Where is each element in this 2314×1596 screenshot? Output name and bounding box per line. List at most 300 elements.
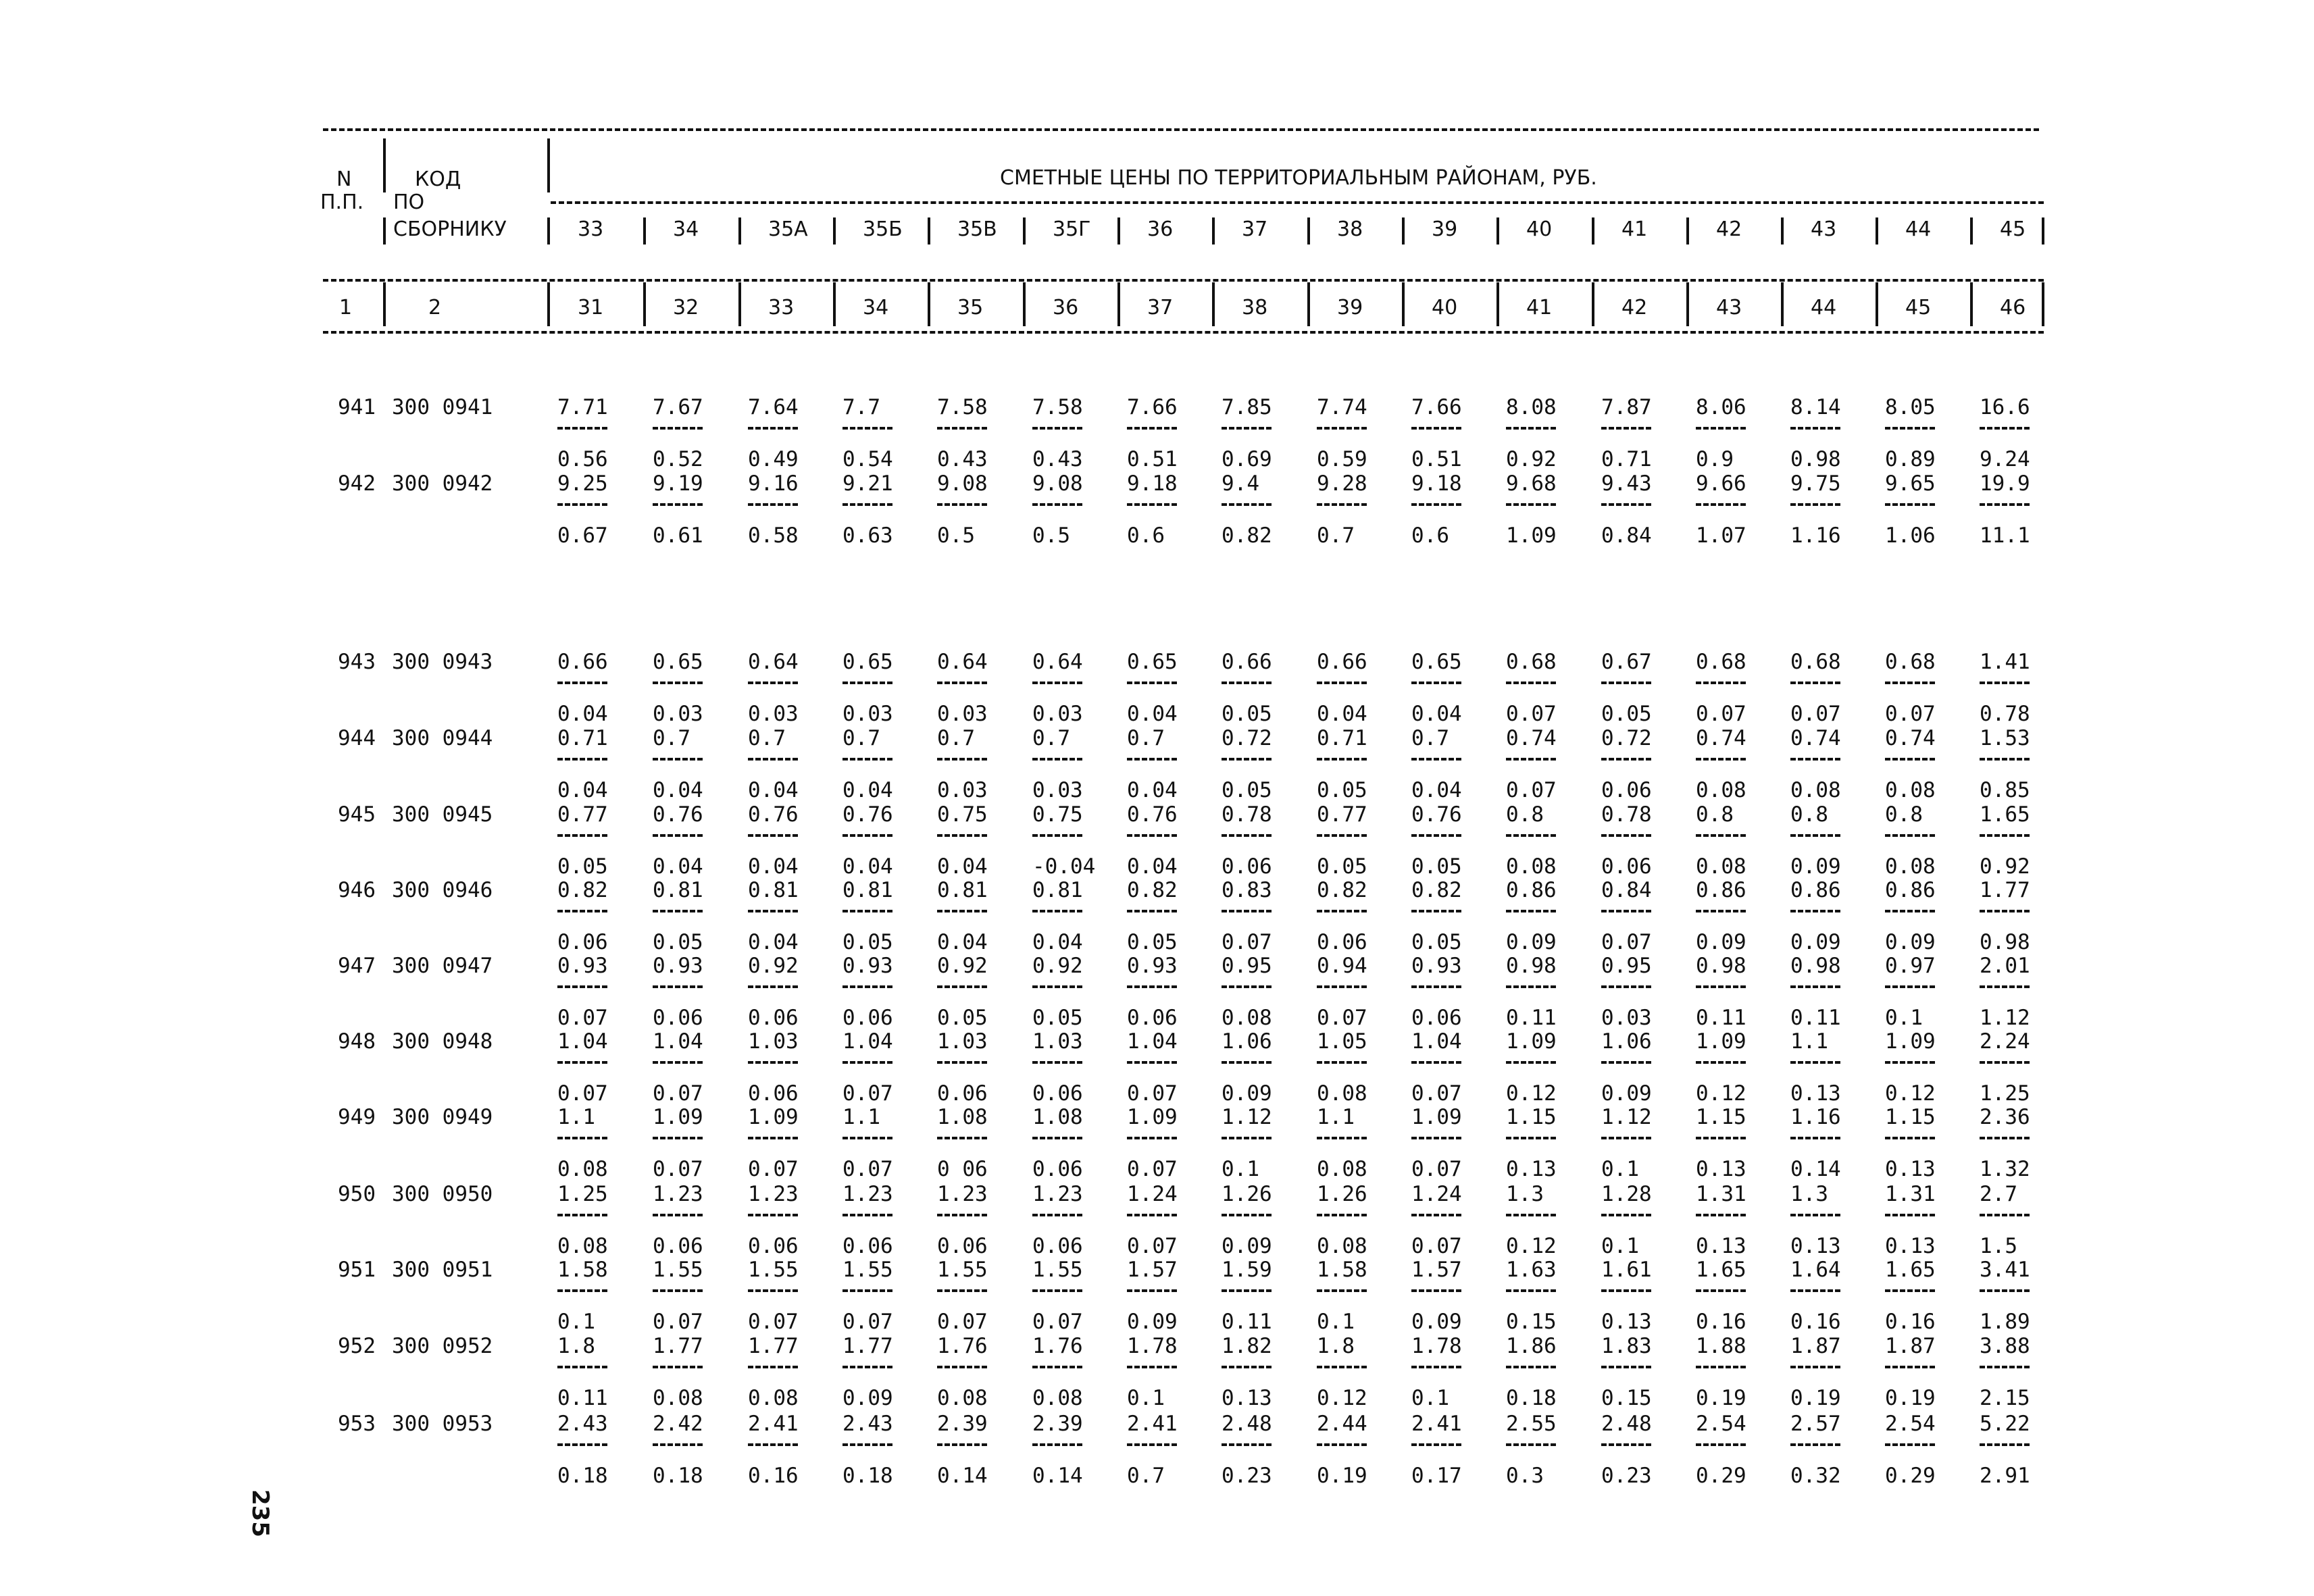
fraction-bar <box>653 1443 703 1446</box>
price-value: 0.65 <box>653 650 703 674</box>
fraction-bar <box>937 1289 987 1292</box>
price-value: 1.41 <box>1980 650 2030 674</box>
price-value: 0.93 <box>1127 954 1178 978</box>
price-value: 1.31 <box>1696 1182 1746 1206</box>
header-divider <box>1686 282 1689 326</box>
header-divider <box>738 217 741 244</box>
price-value: 2.43 <box>842 1412 893 1436</box>
fraction-bar <box>1032 1137 1082 1139</box>
price-value: 9.19 <box>653 471 703 496</box>
fraction-bar <box>1032 834 1082 837</box>
fraction-bar <box>1127 1443 1177 1446</box>
fraction-bar <box>1601 1214 1651 1216</box>
price-value: 0.75 <box>1032 802 1083 827</box>
fraction-bar <box>1885 758 1935 761</box>
fraction-bar <box>1127 910 1177 912</box>
header-divider <box>1496 217 1499 244</box>
fraction-bar <box>1411 834 1461 837</box>
fraction-bar <box>557 910 607 912</box>
row-number: 945 <box>338 802 376 827</box>
price-value: 0.86 <box>1506 878 1557 902</box>
wage-value: 0.11 <box>1790 1006 1841 1030</box>
wage-value: 0.19 <box>1696 1386 1746 1410</box>
wage-value: 0.03 <box>1032 702 1083 726</box>
fraction-bar <box>937 503 987 506</box>
price-value: 1.09 <box>1127 1105 1178 1129</box>
price-value: 1.53 <box>1980 726 2030 750</box>
wage-value: 0.13 <box>1222 1386 1272 1410</box>
price-value: 1.06 <box>1601 1029 1652 1054</box>
wage-value: 0.08 <box>1885 778 1936 802</box>
wage-value: 0.06 <box>1032 1157 1083 1181</box>
fraction-bar <box>1601 1443 1651 1446</box>
price-value: 0.75 <box>937 802 988 827</box>
row-code: 300 0948 <box>392 1029 493 1054</box>
row-code: 300 0952 <box>392 1334 493 1358</box>
price-value: 1.16 <box>1790 1105 1841 1129</box>
district-header: 35Б <box>863 217 903 241</box>
fraction-bar <box>842 1137 892 1139</box>
wage-value: 0.59 <box>1317 447 1367 471</box>
row-code: 300 0951 <box>392 1258 493 1282</box>
wage-value: 0.04 <box>557 702 608 726</box>
fraction-bar <box>1885 427 1935 430</box>
price-value: 2.57 <box>1790 1412 1841 1436</box>
wage-value: 0.92 <box>1980 854 2030 879</box>
wage-value: 0.08 <box>1032 1386 1083 1410</box>
fraction-bar <box>748 1214 798 1216</box>
price-value: 1.8 <box>1317 1334 1355 1358</box>
price-value: 2.7 <box>1980 1182 2017 1206</box>
wage-value: 0.05 <box>1411 930 1462 954</box>
fraction-bar <box>1506 503 1556 506</box>
price-value: 1.12 <box>1601 1105 1652 1129</box>
wage-value: 0.06 <box>842 1234 893 1258</box>
wage-value: 1.09 <box>1506 523 1557 548</box>
price-value: 0.71 <box>557 726 608 750</box>
wage-value: 0.05 <box>1032 1006 1083 1030</box>
fraction-bar <box>1790 427 1840 430</box>
fraction-bar <box>842 985 892 988</box>
price-value: 0.68 <box>1885 650 1936 674</box>
price-value: 1.63 <box>1506 1258 1557 1282</box>
fraction-bar <box>748 834 798 837</box>
wage-value: 0.06 <box>1411 1006 1462 1030</box>
wage-value: -0.04 <box>1032 854 1096 879</box>
wage-value: 0.07 <box>653 1081 703 1106</box>
wage-value: 0.43 <box>1032 447 1083 471</box>
price-value: 0.95 <box>1601 954 1652 978</box>
wage-value: 0.07 <box>1222 930 1272 954</box>
price-value: 9.68 <box>1506 471 1557 496</box>
price-value: 7.74 <box>1317 395 1367 419</box>
wage-value: 0.06 <box>1601 854 1652 879</box>
price-value: 0.8 <box>1506 802 1544 827</box>
price-value: 0.81 <box>937 878 988 902</box>
fraction-bar <box>1222 503 1272 506</box>
price-value: 7.71 <box>557 395 608 419</box>
price-value: 3.41 <box>1980 1258 2030 1282</box>
wage-value: 0.29 <box>1696 1464 1746 1488</box>
price-value: 19.9 <box>1980 471 2030 496</box>
price-value: 1.15 <box>1885 1105 1936 1129</box>
price-value: 1.03 <box>748 1029 799 1054</box>
price-value: 5.22 <box>1980 1412 2030 1436</box>
column-number: 37 <box>1147 296 1174 319</box>
fraction-bar <box>1506 1214 1556 1216</box>
price-value: 0.66 <box>1222 650 1272 674</box>
district-header: 37 <box>1242 217 1268 241</box>
fraction-bar <box>1790 758 1840 761</box>
price-value: 1.04 <box>653 1029 703 1054</box>
price-value: 1.3 <box>1790 1182 1828 1206</box>
wage-value: 0.08 <box>1317 1234 1367 1258</box>
wage-value: 0.09 <box>1222 1081 1272 1106</box>
fraction-bar <box>1411 681 1461 684</box>
fraction-bar <box>748 1366 798 1368</box>
wage-value: 0.51 <box>1411 447 1462 471</box>
fraction-bar <box>1790 834 1840 837</box>
price-value: 0.65 <box>1411 650 1462 674</box>
fraction-bar <box>1696 503 1746 506</box>
row-code: 300 0946 <box>392 878 493 902</box>
fraction-bar <box>842 834 892 837</box>
fraction-bar <box>1980 1214 2030 1216</box>
fraction-bar <box>1317 758 1367 761</box>
fraction-bar <box>842 1443 892 1446</box>
district-header: 43 <box>1811 217 1837 241</box>
fraction-bar <box>1222 985 1272 988</box>
wage-value: 0.3 <box>1506 1464 1544 1488</box>
wage-value: 0.1 <box>1411 1386 1449 1410</box>
column-number: 38 <box>1242 296 1268 319</box>
fraction-bar <box>1032 427 1082 430</box>
fraction-bar <box>1506 681 1556 684</box>
price-value: 0.7 <box>1127 726 1165 750</box>
fraction-bar <box>1317 910 1367 912</box>
wage-value: 0.03 <box>653 702 703 726</box>
wage-value: 0.06 <box>1127 1006 1178 1030</box>
price-value: 2.48 <box>1222 1412 1272 1436</box>
price-value: 0.64 <box>1032 650 1083 674</box>
wage-value: 0.04 <box>557 778 608 802</box>
price-value: 1.58 <box>557 1258 608 1282</box>
price-value: 7.85 <box>1222 395 1272 419</box>
price-value: 8.06 <box>1696 395 1746 419</box>
price-value: 0.65 <box>842 650 893 674</box>
price-value: 1.55 <box>1032 1258 1083 1282</box>
price-value: 0.64 <box>937 650 988 674</box>
fraction-bar <box>1790 1443 1840 1446</box>
fraction-bar <box>557 427 607 430</box>
fraction-bar <box>842 503 892 506</box>
wage-value: 0.07 <box>842 1310 893 1334</box>
header-divider <box>2042 282 2044 326</box>
row-number: 944 <box>338 726 376 750</box>
wage-value: 0.07 <box>1506 702 1557 726</box>
fraction-bar <box>842 1061 892 1064</box>
wage-value: 0.08 <box>748 1386 799 1410</box>
price-value: 1.1 <box>1790 1029 1828 1054</box>
fraction-bar <box>1790 1137 1840 1139</box>
price-value: 2.44 <box>1317 1412 1367 1436</box>
fraction-bar <box>1885 1137 1935 1139</box>
price-value: 1.04 <box>557 1029 608 1054</box>
column-number: 42 <box>1621 296 1648 319</box>
fraction-bar <box>748 985 798 988</box>
price-value: 0.72 <box>1601 726 1652 750</box>
fraction-bar <box>1127 758 1177 761</box>
fraction-bar <box>1411 427 1461 430</box>
district-header: 41 <box>1621 217 1648 241</box>
fraction-bar <box>842 681 892 684</box>
wage-value: 0.06 <box>937 1234 988 1258</box>
fraction-bar <box>653 910 703 912</box>
fraction-bar <box>1696 985 1746 988</box>
price-value: 0.74 <box>1696 726 1746 750</box>
price-value: 1.64 <box>1790 1258 1841 1282</box>
wage-value: 0.07 <box>1885 702 1936 726</box>
price-value: 1.77 <box>653 1334 703 1358</box>
fraction-bar <box>1790 681 1840 684</box>
wage-value: 0.06 <box>1317 930 1367 954</box>
row-code: 300 0942 <box>392 471 493 496</box>
fraction-bar <box>557 1137 607 1139</box>
fraction-bar <box>748 758 798 761</box>
price-value: 9.08 <box>937 471 988 496</box>
price-value: 1.76 <box>937 1334 988 1358</box>
wage-value: 0.08 <box>557 1157 608 1181</box>
wage-value: 0.07 <box>1790 702 1841 726</box>
fraction-bar <box>1601 985 1651 988</box>
price-value: 0.67 <box>1601 650 1652 674</box>
price-value: 1.87 <box>1790 1334 1841 1358</box>
price-value: 0.7 <box>653 726 690 750</box>
fraction-bar <box>1506 427 1556 430</box>
fraction-bar <box>1885 1443 1935 1446</box>
price-value: 9.4 <box>1222 471 1259 496</box>
district-header: 44 <box>1905 217 1932 241</box>
wage-value: 1.12 <box>1980 1006 2030 1030</box>
price-value: 1.26 <box>1222 1182 1272 1206</box>
wage-value: 0.04 <box>1127 854 1178 879</box>
wage-value: 0.04 <box>1317 702 1367 726</box>
wage-value: 0.84 <box>1601 523 1652 548</box>
fraction-bar <box>1032 1214 1082 1216</box>
price-value: 0.76 <box>1411 802 1462 827</box>
price-value: 1.77 <box>748 1334 799 1358</box>
fraction-bar <box>557 758 607 761</box>
price-value: 0.83 <box>1222 878 1272 902</box>
price-value: 0.74 <box>1506 726 1557 750</box>
column-number: 33 <box>768 296 795 319</box>
price-value: 1.23 <box>937 1182 988 1206</box>
district-header: 38 <box>1337 217 1363 241</box>
district-header: 36 <box>1147 217 1174 241</box>
fraction-bar <box>1696 1061 1746 1064</box>
price-value: 0.74 <box>1885 726 1936 750</box>
price-value: 0.92 <box>1032 954 1083 978</box>
header-divider <box>1117 282 1120 326</box>
wage-value: 0.61 <box>653 523 703 548</box>
price-value: 1.1 <box>557 1105 595 1129</box>
wage-value: 0.07 <box>842 1081 893 1106</box>
district-header: 34 <box>673 217 699 241</box>
price-value: 1.78 <box>1411 1334 1462 1358</box>
row-number: 942 <box>338 471 376 496</box>
wage-value: 0.05 <box>653 930 703 954</box>
fraction-bar <box>557 985 607 988</box>
price-value: 1.24 <box>1411 1182 1462 1206</box>
fraction-bar <box>653 1214 703 1216</box>
fraction-bar <box>1980 1137 2030 1139</box>
fraction-bar <box>1696 681 1746 684</box>
price-value: 2.36 <box>1980 1105 2030 1129</box>
wage-value: 0.06 <box>748 1081 799 1106</box>
price-value: 2.01 <box>1980 954 2030 978</box>
fraction-bar <box>1411 503 1461 506</box>
fraction-bar <box>1980 503 2030 506</box>
fraction-bar <box>1885 503 1935 506</box>
fraction-bar <box>1411 985 1461 988</box>
price-value: 9.25 <box>557 471 608 496</box>
price-value: 1.25 <box>557 1182 608 1206</box>
fraction-bar <box>1790 1366 1840 1368</box>
price-value: 2.42 <box>653 1412 703 1436</box>
price-value: 0.82 <box>1127 878 1178 902</box>
fraction-bar <box>937 834 987 837</box>
price-value: 0.81 <box>842 878 893 902</box>
price-value: 1.23 <box>748 1182 799 1206</box>
price-value: 0.84 <box>1601 878 1652 902</box>
fraction-bar <box>1032 758 1082 761</box>
wage-value: 0.07 <box>1127 1081 1178 1106</box>
wage-value: 0.18 <box>653 1464 703 1488</box>
fraction-bar <box>1411 1289 1461 1292</box>
fraction-bar <box>1222 910 1272 912</box>
price-value: 2.43 <box>557 1412 608 1436</box>
wage-value: 0.04 <box>842 854 893 879</box>
fraction-bar <box>1506 1061 1556 1064</box>
fraction-bar <box>748 910 798 912</box>
wage-value: 0.06 <box>1032 1081 1083 1106</box>
wage-value: 0.04 <box>1411 702 1462 726</box>
header-divider <box>1781 217 1784 244</box>
wage-value: 0.08 <box>1885 854 1936 879</box>
district-header: 40 <box>1526 217 1553 241</box>
wage-value: 0.19 <box>1885 1386 1936 1410</box>
price-value: 1.12 <box>1222 1105 1272 1129</box>
price-value: 1.78 <box>1127 1334 1178 1358</box>
price-value: 0.8 <box>1885 802 1923 827</box>
wage-value: 0.56 <box>557 447 608 471</box>
fraction-bar <box>1601 1289 1651 1292</box>
fraction-bar <box>1980 1366 2030 1368</box>
price-value: 1.57 <box>1411 1258 1462 1282</box>
fraction-bar <box>1790 503 1840 506</box>
fraction-bar <box>1222 834 1272 837</box>
price-value: 1.31 <box>1885 1182 1936 1206</box>
wage-value: 0.09 <box>1127 1310 1178 1334</box>
wage-value: 0.08 <box>1696 778 1746 802</box>
fraction-bar <box>937 1137 987 1139</box>
price-value: 9.43 <box>1601 471 1652 496</box>
wage-value: 0.09 <box>1790 930 1841 954</box>
wage-value: 0.5 <box>937 523 975 548</box>
row-code: 300 0944 <box>392 726 493 750</box>
fraction-bar <box>1411 1366 1461 1368</box>
district-header: 35Г <box>1053 217 1091 241</box>
fraction-bar <box>1980 985 2030 988</box>
col-num-1: 1 <box>339 296 353 319</box>
fraction-bar <box>1317 1443 1367 1446</box>
code-label: СБОРНИКУ <box>393 217 507 241</box>
wage-value: 0.04 <box>937 854 988 879</box>
wage-value: 0.09 <box>1506 930 1557 954</box>
price-value: 7.58 <box>1032 395 1083 419</box>
header-divider <box>1402 217 1405 244</box>
fraction-bar <box>1222 1137 1272 1139</box>
price-value: 1.09 <box>1885 1029 1936 1054</box>
wage-value: 0.05 <box>1601 702 1652 726</box>
fraction-bar <box>557 1443 607 1446</box>
price-value: 1.3 <box>1506 1182 1544 1206</box>
wage-value: 0.14 <box>1032 1464 1083 1488</box>
price-value: 1.83 <box>1601 1334 1652 1358</box>
price-value: 9.18 <box>1411 471 1462 496</box>
price-value: 2.39 <box>937 1412 988 1436</box>
price-value: 1.28 <box>1601 1182 1652 1206</box>
wage-value: 0.08 <box>653 1386 703 1410</box>
wage-value: 0.07 <box>1127 1157 1178 1181</box>
wage-value: 0.1 <box>557 1310 595 1334</box>
price-value: 8.08 <box>1506 395 1557 419</box>
header-divider <box>1496 282 1499 326</box>
fraction-bar <box>1885 1214 1935 1216</box>
price-value: 8.05 <box>1885 395 1936 419</box>
fraction-bar <box>1980 1443 2030 1446</box>
wage-value: 0.06 <box>653 1006 703 1030</box>
wage-value: 0.08 <box>1790 778 1841 802</box>
fraction-bar <box>1317 681 1367 684</box>
price-value: 7.66 <box>1411 395 1462 419</box>
wage-value: 0.15 <box>1601 1386 1652 1410</box>
price-value: 0.82 <box>557 878 608 902</box>
wage-value: 0.08 <box>937 1386 988 1410</box>
price-value: 0.81 <box>653 878 703 902</box>
price-value: 1.55 <box>937 1258 988 1282</box>
column-number: 35 <box>957 296 984 319</box>
wage-value: 0.14 <box>937 1464 988 1488</box>
wage-value: 0.05 <box>1222 702 1272 726</box>
header-top-rule <box>323 128 2039 131</box>
fraction-bar <box>1601 1137 1651 1139</box>
fraction-bar <box>1411 758 1461 761</box>
wage-value: 0.85 <box>1980 778 2030 802</box>
fraction-bar <box>1032 1443 1082 1446</box>
header-divider <box>1212 217 1215 244</box>
wage-value: 0.04 <box>842 778 893 802</box>
fraction-bar <box>1506 758 1556 761</box>
fraction-bar <box>842 1289 892 1292</box>
price-value: 1.08 <box>937 1105 988 1129</box>
header-divider <box>1307 217 1310 244</box>
header-divider <box>547 217 550 244</box>
header-divider <box>1023 282 1026 326</box>
price-value: 0.93 <box>1411 954 1462 978</box>
fraction-bar <box>1317 427 1367 430</box>
wage-value: 0.32 <box>1790 1464 1841 1488</box>
